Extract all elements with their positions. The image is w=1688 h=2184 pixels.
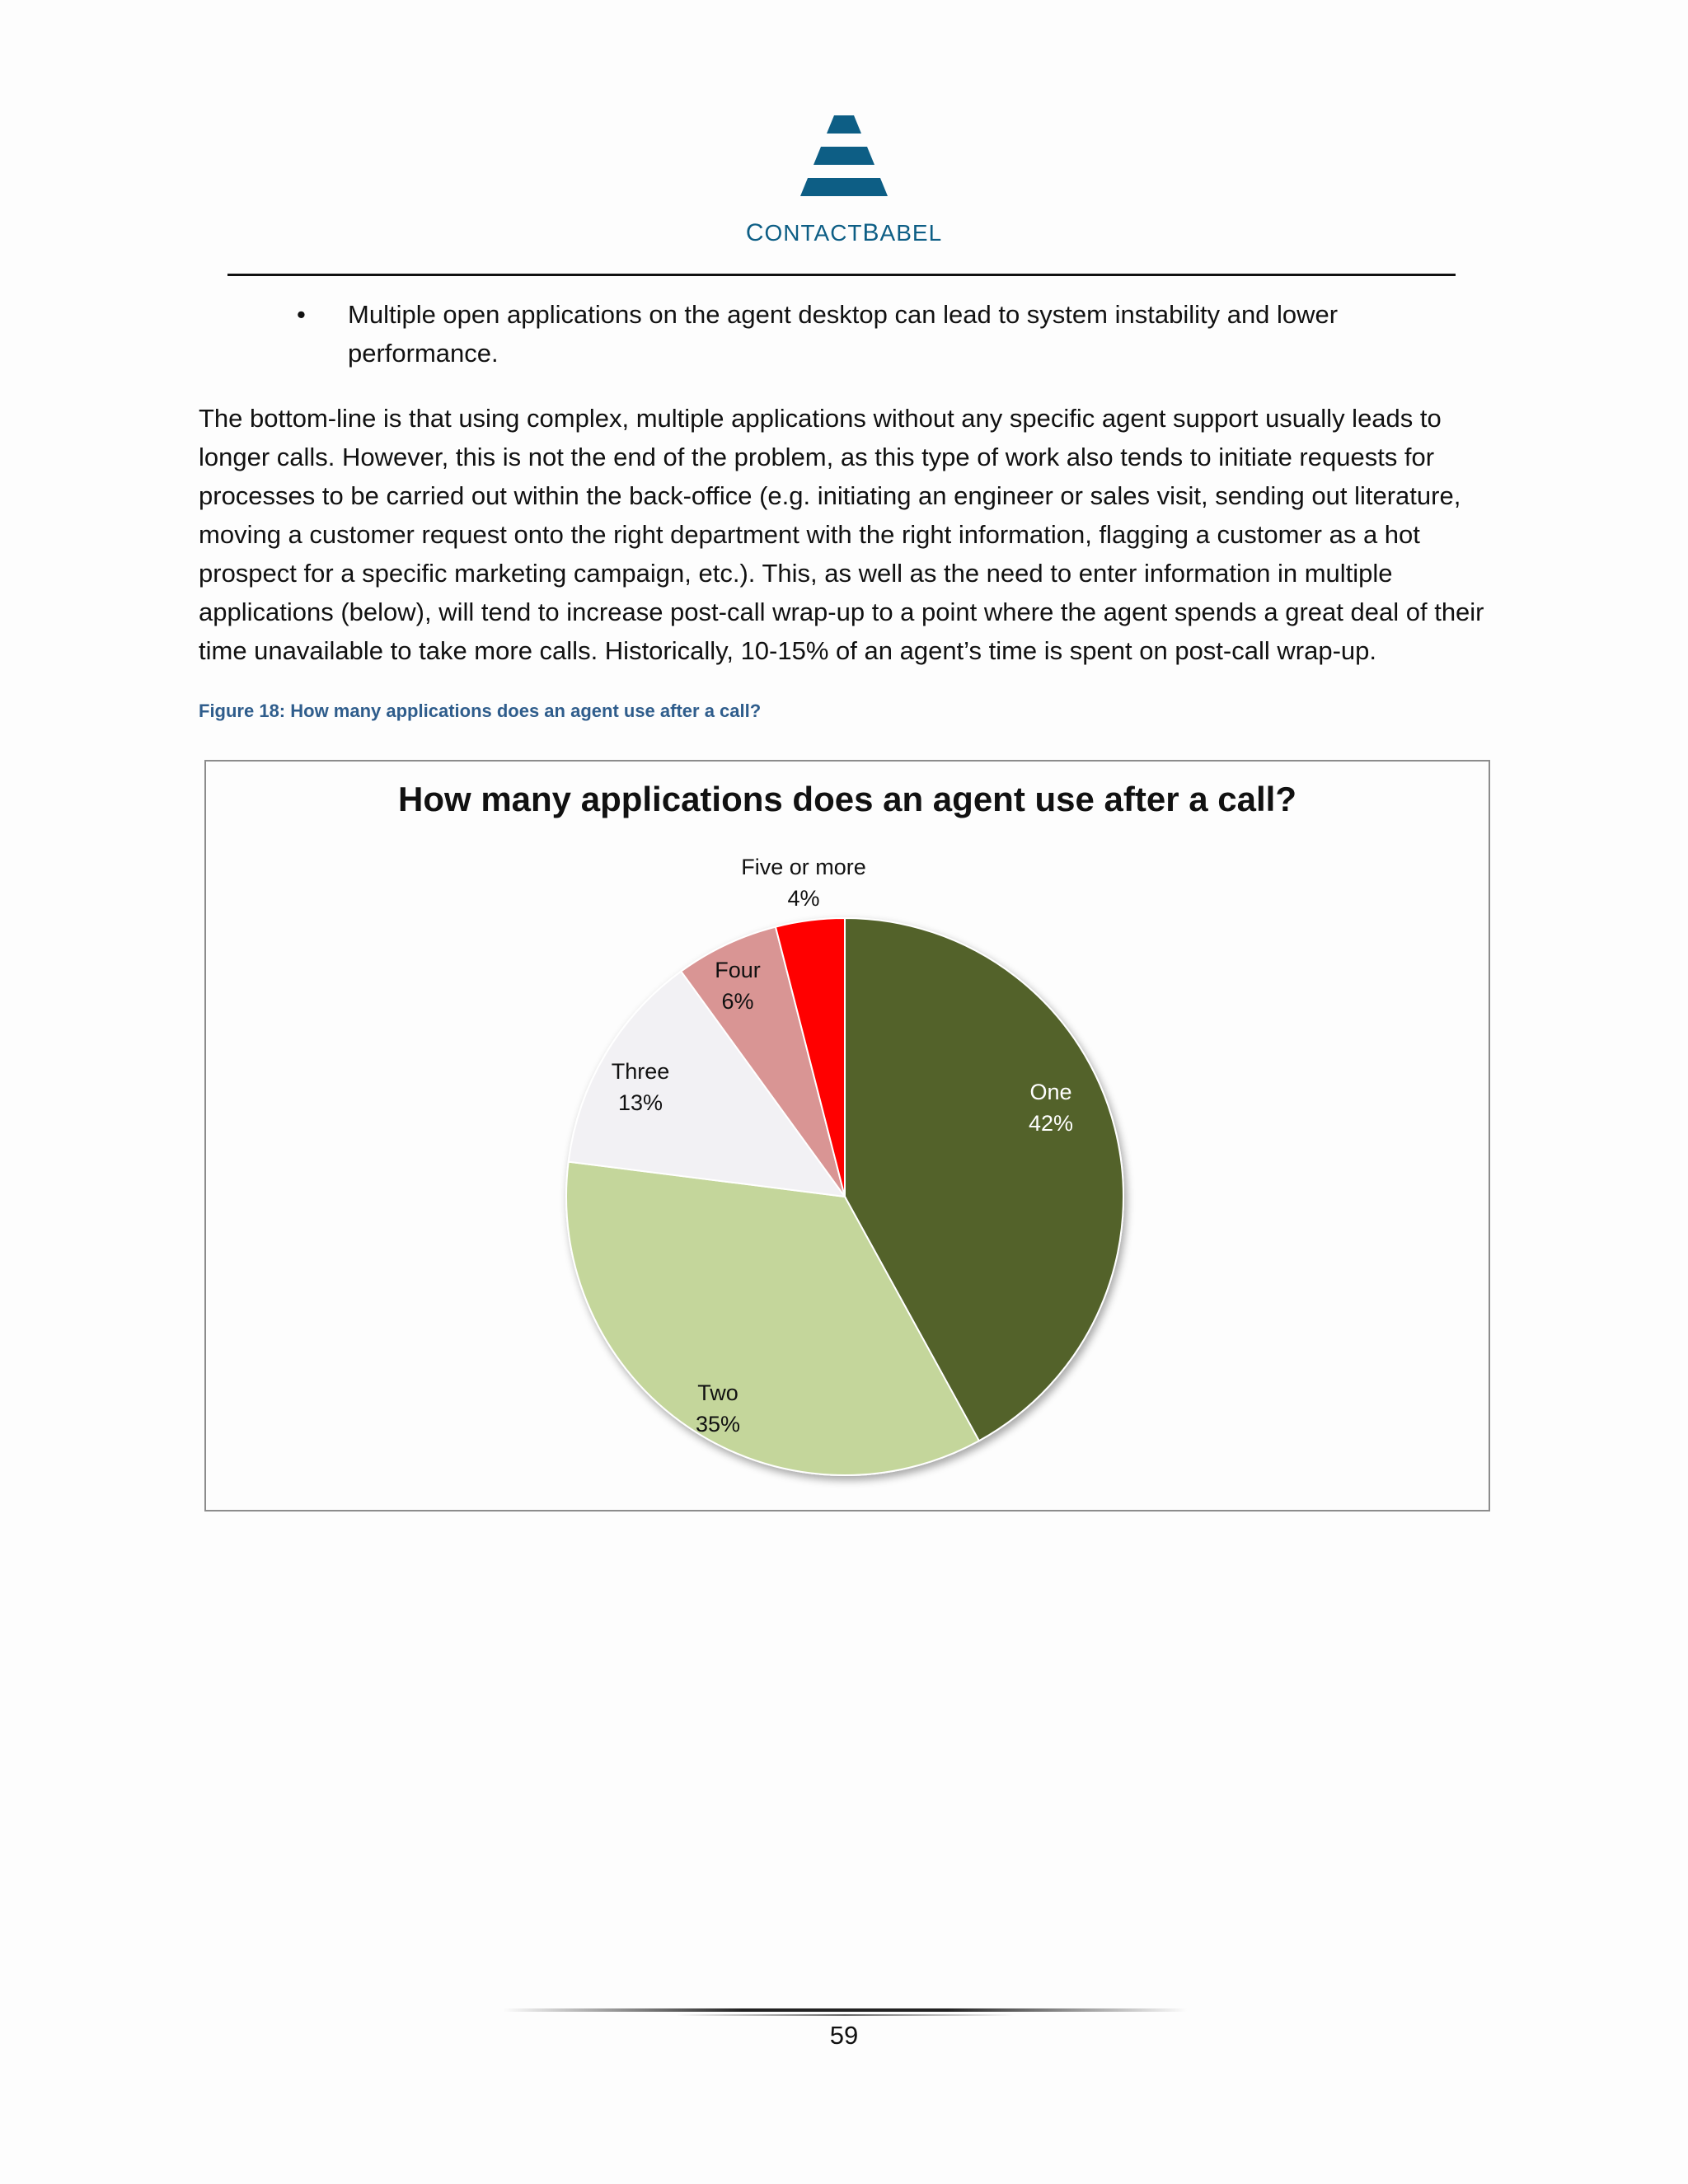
contactbabel-logo	[0, 115, 1688, 247]
slice-label-four: Four 6%	[715, 958, 761, 1014]
footer-divider-accent	[676, 2014, 1014, 2016]
pyramid-logo-icon	[762, 115, 926, 214]
chart-frame	[204, 760, 1490, 1511]
footer-divider	[503, 2008, 1187, 2012]
page-number: 59	[829, 2021, 859, 2050]
header-divider	[227, 274, 1456, 276]
bullet-dot: •	[297, 300, 306, 329]
pie-chart	[206, 762, 1489, 1510]
bullet-item: Multiple open applications on the agent desktop can lead to system instability and lower performance.	[348, 300, 1339, 368]
figure-caption: Figure 18: How many applications does an agent use after a call?	[199, 701, 762, 721]
pie-slices	[566, 918, 1123, 1475]
slice-label-five-or-more: Five or more 4%	[741, 855, 866, 911]
logo-wordmark: CONTACTBABEL	[745, 219, 943, 246]
chart-title: How many applications does an agent use after a call?	[398, 780, 1296, 818]
slice-label-one: One 42%	[1028, 1080, 1074, 1136]
bullet-list	[297, 295, 1451, 373]
body-paragraph: The bottom-line is that using complex, multiple applications without any specific agent support usually leads to longer calls. However, this is not the end of the problem, as this type of work also tends to initiate requests for processes to be carried out within the back-office (e.g. initiating an engineer or sales visit, sending out literature, moving a customer request onto the right department with the right information, flagging a customer as a hot prospect for a specific marketing campaign, etc.). This, as well as the need to enter information in multiple applications (below), will tend to increase post-call wrap-up to a point where the agent spends a great deal of their time unavailable to take more calls. Historically, 10-15% of an agent’s time is spent on post-call wrap-up.	[199, 404, 1484, 665]
slice-label-two: Two 35%	[695, 1380, 741, 1436]
slice-label-three: Three 13%	[611, 1059, 670, 1115]
